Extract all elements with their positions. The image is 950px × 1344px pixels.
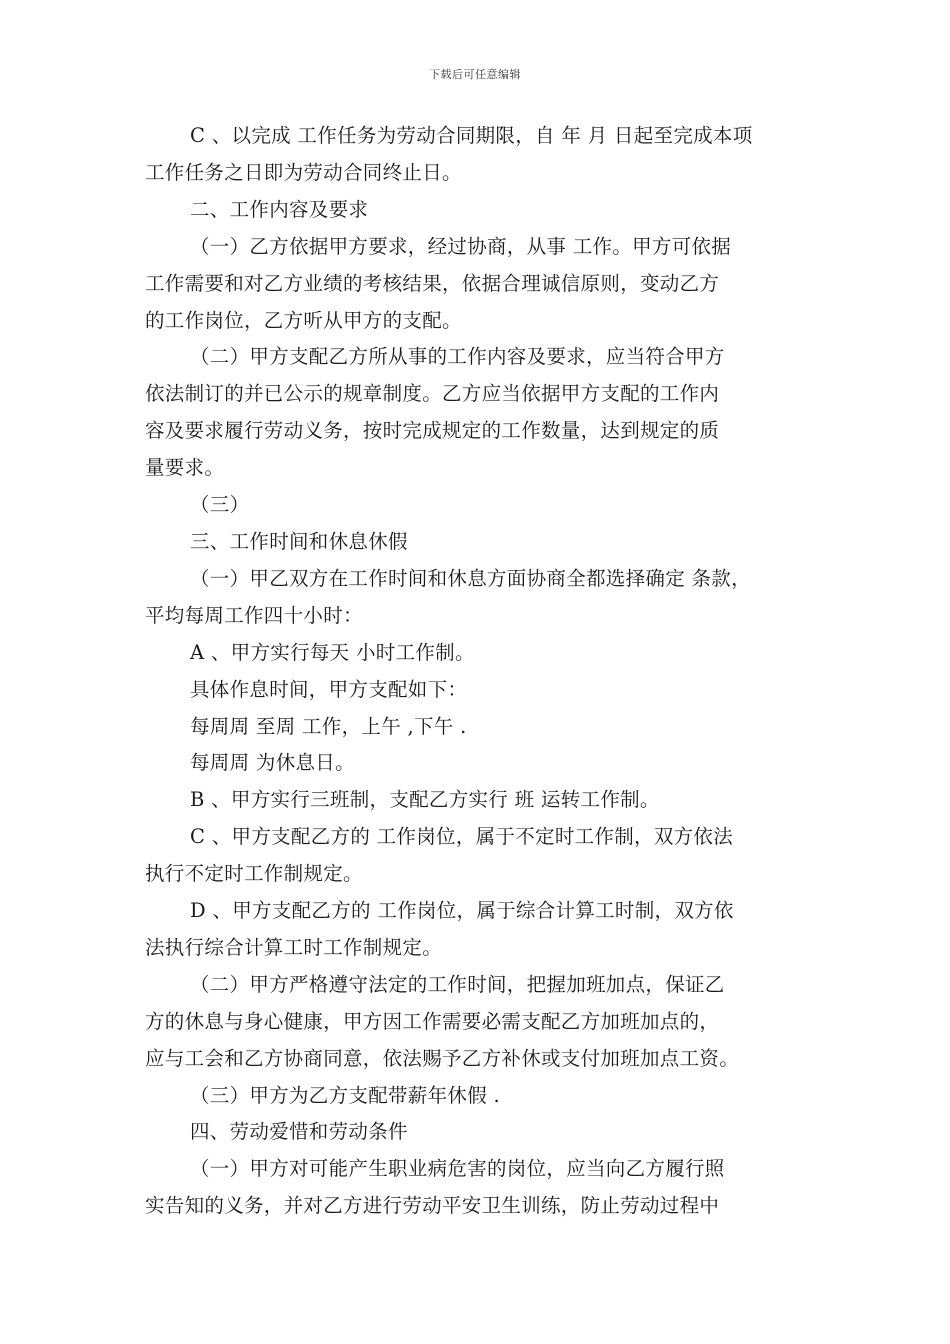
text-line: 依法制订的并已公示的规章制度。乙方应当依据甲方支配的工作内 <box>145 382 720 406</box>
text-line: 实告知的义务，并对乙方进行劳动平安卫生训练，防止劳动过程中 <box>145 1194 720 1218</box>
text-line: D 、甲方支配乙方的 工作岗位，属于综合计算工时制，双方依 <box>190 899 734 923</box>
text-line: 具体作息时间，甲方支配如下： <box>190 677 468 701</box>
text-line: C 、以完成 工作任务为劳动合同期限，自 年 月 日起至完成本项 <box>190 124 753 147</box>
text-line: 量要求。 <box>145 456 225 480</box>
text-line: 法执行综合计算工时工作制规定。 <box>145 935 443 959</box>
text-line: C 、甲方支配乙方的 工作岗位，属于不定时工作制，双方依法 <box>190 825 734 849</box>
text-line: 每周周 至周 工作，上午 ,下午 . <box>190 714 467 738</box>
document-body <box>145 118 815 1225</box>
text-line: （二）甲方支配乙方所从事的工作内容及要求，应当符合甲方 <box>190 345 725 369</box>
text-line: 三、工作时间和休息休假 <box>190 529 408 553</box>
text-line: 二、工作内容及要求 <box>190 197 369 221</box>
text-line: 容及要求履行劳动义务，按时完成规定的工作数量，达到规定的质 <box>145 419 720 443</box>
text-line: 执行不定时工作制规定。 <box>145 862 363 886</box>
text-line: （三）甲方为乙方支配带薪年休假 . <box>190 1083 500 1107</box>
text-line: （一）甲方对可能产生职业病危害的岗位，应当向乙方履行照 <box>190 1157 725 1181</box>
text-line: 每周周 为休息日。 <box>190 751 355 775</box>
text-line: （一）甲乙双方在工作时间和休息方面协商全都选择确定 条款， <box>190 566 751 590</box>
text-line: 平均每周工作四十小时： <box>145 603 363 627</box>
text-line: （三） <box>190 493 250 517</box>
text-line: B 、甲方实行三班制，支配乙方实行 班 运转工作制。 <box>190 788 660 812</box>
text-line: 应与工会和乙方协商同意，依法赐予乙方补休或支付加班加点工资。 <box>145 1046 740 1070</box>
text-line: （一）乙方依据甲方要求，经过协商，从事 工作。甲方可依据 <box>190 234 732 258</box>
text-line: 工作需要和对乙方业绩的考核结果，依据合理诚信原则，变动乙方 <box>145 271 720 295</box>
text-line: A 、甲方实行每天 小时工作制。 <box>190 640 475 664</box>
text-line: （二）甲方严格遵守法定的工作时间，把握加班加点，保证乙 <box>190 972 725 996</box>
text-line: 四、劳动爱惜和劳动条件 <box>190 1120 408 1144</box>
page-header: 下载后可任意编辑 <box>429 68 521 81</box>
text-line: 的工作岗位，乙方听从甲方的支配。 <box>145 308 462 332</box>
text-line: 方的休息与身心健康，甲方因工作需要必需支配乙方加班加点的， <box>145 1009 720 1033</box>
text-line: 工作任务之日即为劳动合同终止日。 <box>145 160 462 184</box>
